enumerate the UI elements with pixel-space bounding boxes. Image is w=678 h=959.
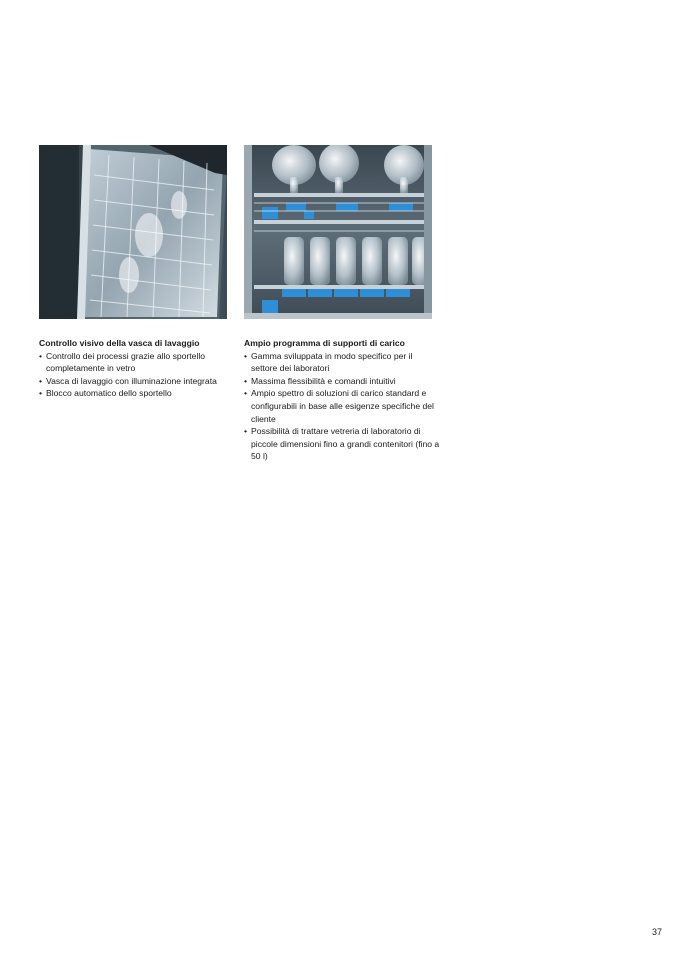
list-item: • Blocco automatico dello sportello [39, 388, 172, 399]
bullet-icon: • [244, 388, 248, 399]
column-heading: Controllo visivo della vasca di lavaggio [39, 338, 200, 348]
bullet-icon: • [39, 375, 43, 386]
column-heading: Ampio programma di supporti di carico [244, 338, 405, 348]
bullet-icon: • [244, 375, 248, 386]
feature-column-visual-control [39, 337, 231, 400]
list-item: • Massima flessibilità e comandi intuitivi [244, 375, 396, 386]
bullet-icon: • [39, 388, 43, 399]
list-item: • Controllo dei processi grazie allo sportello completamente in vetro [39, 350, 206, 374]
list-item: • Ampio spettro di soluzioni di carico standard e configurabili in base alle esigenze specifiche del cliente [244, 388, 434, 424]
glass-door-photo [39, 145, 227, 319]
feature-column-load-supports [244, 337, 440, 463]
rack-photo [244, 145, 432, 319]
bullet-icon: • [244, 350, 248, 361]
bullet-list [244, 350, 440, 463]
bullet-list [39, 350, 231, 400]
bullet-icon: • [244, 426, 248, 437]
page-number: 37 [652, 927, 663, 937]
list-item: • Possibilità di trattare vetreria di laboratorio di piccole dimensioni fino a grandi contenitori (fino a 50 l) [244, 426, 440, 462]
list-item: • Gamma sviluppata in modo specifico per il settore dei laboratori [244, 350, 413, 374]
list-item: • Vasca di lavaggio con illuminazione integrata [39, 375, 217, 386]
bullet-icon: • [39, 350, 43, 361]
